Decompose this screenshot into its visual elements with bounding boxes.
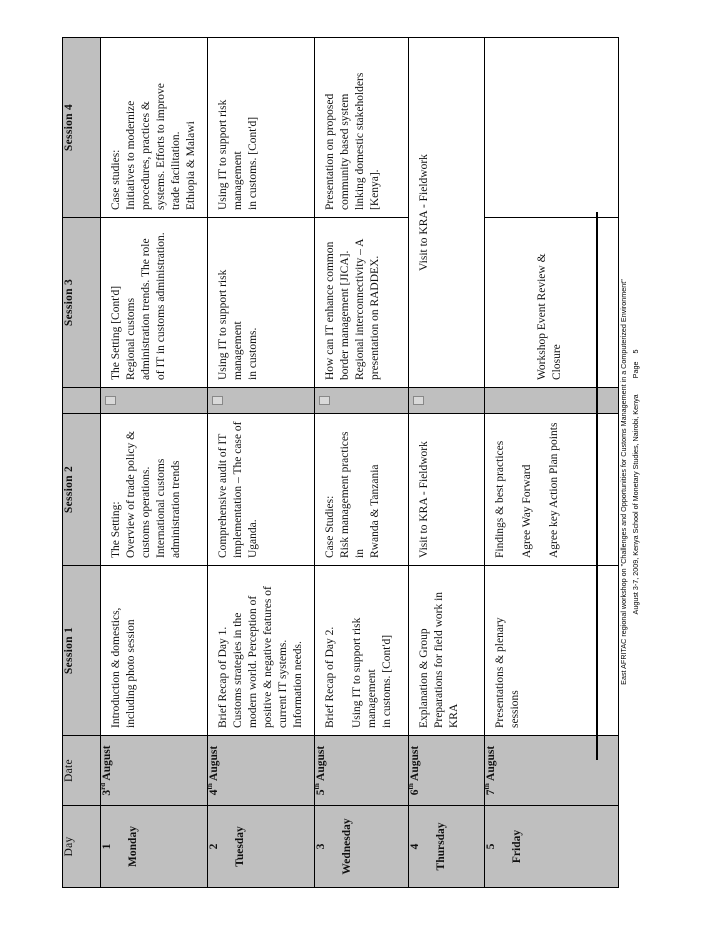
date-suffix: th: [206, 783, 215, 790]
break-marker: [212, 396, 223, 405]
session-1-cell: [101, 566, 208, 736]
session-4-cell: [485, 38, 619, 218]
table-row: [101, 38, 208, 888]
date-month: August: [409, 745, 421, 781]
session-4-cell: [315, 38, 409, 218]
header-session-4: Session 4: [63, 38, 101, 218]
break-cell: [409, 388, 485, 414]
session-text: Introduction & domestics, including photo session: [110, 607, 137, 728]
date-month: August: [485, 745, 497, 781]
date-day: 7: [485, 789, 497, 796]
session-1-cell: [485, 566, 619, 736]
table-row: [315, 38, 409, 888]
break-marker: [319, 396, 330, 405]
session-text: Visit to KRA - Fieldwork: [418, 154, 430, 271]
break-marker: [413, 396, 424, 405]
session-text: Explanation & Group Preparations for field work in KRA: [418, 591, 460, 728]
date-day: 4: [208, 789, 220, 796]
day-number: 1: [101, 843, 113, 850]
rotated-schedule: [62, 38, 592, 888]
date-cell: [208, 736, 315, 806]
day-name: Friday: [511, 829, 523, 864]
table-row: [485, 38, 619, 888]
day-cell: [485, 806, 619, 888]
day-name: Monday: [127, 826, 139, 867]
session-block: [485, 414, 570, 565]
session-2-cell: [409, 414, 485, 566]
date-suffix: th: [407, 783, 416, 790]
day-cell: [208, 806, 315, 888]
session-text: Presentation on proposed community based system linking domestic stakeholders [Kenya].: [324, 72, 381, 210]
session-text: Comprehensive audit of IT implementation – The case of Uganda.: [217, 421, 259, 558]
table-row: [208, 38, 315, 888]
date-suffix: th: [483, 783, 492, 790]
session-text: Brief Recap of Day 1. Customs strategies in the modern world. Perception of positive & negative features of current IT systems. Information needs.: [217, 586, 304, 728]
session-text: Visit to KRA - Fieldwork: [418, 441, 430, 558]
day-cell: [101, 806, 208, 888]
session-text: Agree Way Forward: [521, 464, 533, 558]
footer-rotated: [618, 212, 652, 752]
session-4-cell: [101, 38, 208, 218]
date-cell: [101, 736, 208, 806]
day-name: Wednesday: [341, 818, 353, 875]
footer-rule: [596, 212, 598, 760]
date-suffix: rd: [99, 782, 108, 790]
day-number: 5: [485, 843, 497, 850]
session-3-cell: [101, 218, 208, 388]
date-day: 5: [315, 789, 327, 796]
workshop-schedule-table: [62, 37, 619, 888]
day-cell: [409, 806, 485, 888]
session-text: Agree key Action Plan points: [548, 422, 560, 558]
header-row: [63, 38, 101, 888]
date-month: August: [101, 745, 113, 781]
date-month: August: [315, 745, 327, 781]
footer-page-number: 5: [631, 349, 640, 354]
date-cell: [315, 736, 409, 806]
date-day: 6: [409, 789, 421, 796]
header-break: [63, 388, 101, 414]
session-2-cell: [485, 414, 619, 566]
session-text: Findings & best practices: [494, 440, 506, 558]
break-marker: [105, 396, 116, 405]
session-2-cell: [101, 414, 208, 566]
session-3-cell: [485, 218, 619, 388]
day-number: 4: [409, 843, 421, 850]
session-text: Brief Recap of Day 2.: [324, 626, 336, 728]
session-text: Using IT to support risk management in customs.: [217, 269, 259, 380]
session-1-cell: [208, 566, 315, 736]
day-name: Tuesday: [234, 826, 246, 867]
day-number: 2: [208, 843, 220, 850]
break-cell: [315, 388, 409, 414]
footer-page-label: Page: [631, 361, 640, 379]
session-block: [315, 566, 403, 735]
session-text: How can IT enhance common border management [JICA]. Regional interconnectivity – A presentation on RADDEX.: [324, 238, 381, 380]
session-3-cell: [208, 218, 315, 388]
day-name: Thursday: [435, 822, 447, 871]
footer-line-1: East AFRITAC regional workshop on "Challenges and Opportunities for Customs Management in a Computerized Environment": [619, 279, 628, 685]
footer-line-2: [630, 212, 642, 752]
session-2-cell: [315, 414, 409, 566]
session-text: The Setting: Overview of trade policy & customs operations. International customs administration trends: [110, 430, 182, 558]
header-day: Day: [63, 806, 101, 888]
date-month: August: [208, 745, 220, 781]
date-suffix: th: [313, 783, 322, 790]
session-text: [485, 38, 501, 217]
session-text: Using IT to support risk management in customs. [Cont'd]: [351, 617, 393, 728]
table-row: [409, 38, 485, 888]
footer-venue: August 3-7, 2009, Kenya School of Monetary Studies, Nairobi, Kenya: [631, 394, 640, 615]
session-2-cell: [208, 414, 315, 566]
header-date: Date: [63, 736, 101, 806]
page-footer: [618, 212, 652, 752]
session-3-4-cell: [409, 38, 485, 388]
day-cell: [315, 806, 409, 888]
header-session-3: Session 3: [63, 218, 101, 388]
session-text: Using IT to support risk management in customs. [Cont'd]: [217, 99, 259, 210]
session-4-cell: [208, 38, 315, 218]
session-3-cell: [315, 218, 409, 388]
break-cell: [485, 388, 619, 414]
day-number: 3: [315, 843, 327, 850]
session-text: Workshop Event Review & Closure: [536, 253, 563, 380]
date-cell: [485, 736, 619, 806]
break-cell: [208, 388, 315, 414]
session-text: The Setting [Cont'd] Regional customs administration trends. The role of IT in customs administration.: [110, 232, 167, 380]
session-text: Presentations & plenary sessions: [494, 617, 521, 728]
date-cell: [409, 736, 485, 806]
session-1-cell: [409, 566, 485, 736]
header-session-1: Session 1: [63, 566, 101, 736]
session-text: Case studies: Initiatives to modernize procedures, practices & systems. Efforts to improve trade facilitation. Ethiopia & Malawi: [110, 83, 197, 210]
date-day: 3: [101, 789, 113, 796]
session-text: Case Studies: Risk management practices in Rwanda & Tanzania: [324, 431, 381, 558]
header-session-2: Session 2: [63, 414, 101, 566]
break-cell: [101, 388, 208, 414]
session-1-cell: [315, 566, 409, 736]
